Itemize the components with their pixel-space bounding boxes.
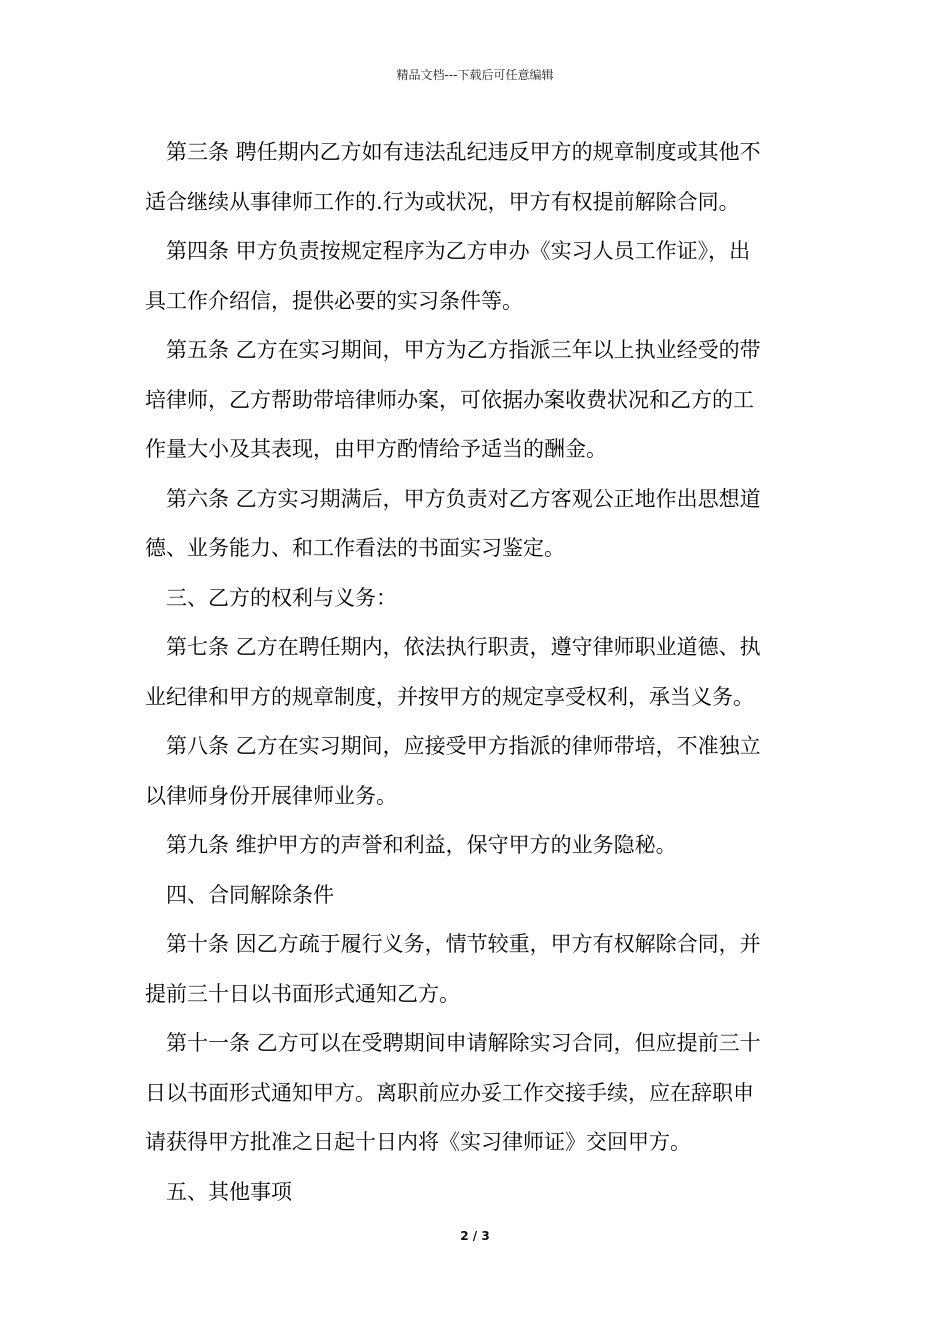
paragraph xyxy=(145,475,809,574)
paragraph-line: 第九条 维护甲方的声誉和利益，保守甲方的业务隐秘。 xyxy=(166,833,677,857)
paragraph-line: 五、其他事项 xyxy=(166,1179,292,1204)
paragraph xyxy=(145,326,809,475)
paragraph-line: 第十条 因乙方疏于履行义务，情节较重，甲方有权解除合同，并 xyxy=(166,932,761,956)
paragraph-line: 业纪律和甲方的规章制度，并按甲方的规定享受权利，承当义务。 xyxy=(145,684,754,709)
paragraph-line: 请获得甲方批准之日起十日内将《实习律师证》交回甲方。 xyxy=(145,1130,691,1154)
paragraph xyxy=(145,821,809,871)
paragraph-line: 提前三十日以书面形式通知乙方。 xyxy=(145,981,460,1006)
paragraph-line: 第四条 甲方负责按规定程序为乙方申办《实习人员工作证》，出 xyxy=(166,239,751,263)
paragraph xyxy=(145,722,809,821)
paragraph-line: 适合继续从事律师工作的.行为或状况，甲方有权提前解除合同。 xyxy=(145,189,740,214)
paragraph-line: 第三条 聘任期内乙方如有违法乱纪违反甲方的规章制度或其他不 xyxy=(166,140,761,164)
paragraph-line: 四、合同解除条件 xyxy=(166,882,334,907)
paragraph xyxy=(145,623,809,722)
paragraph xyxy=(145,1168,809,1218)
paragraph xyxy=(145,920,809,1019)
paragraph-line: 第八条 乙方在实习期间，应接受甲方指派的律师带培，不准独立 xyxy=(166,734,761,758)
paragraph-line: 第七条 乙方在聘任期内，依法执行职责，遵守律师职业道德、执 xyxy=(166,635,761,659)
paragraph-line: 日以书面形式通知甲方。离职前应办妥工作交接手续，应在辞职申 xyxy=(145,1080,754,1105)
paragraph-line: 德、业务能力、和工作看法的书面实习鉴定。 xyxy=(145,536,565,560)
paragraph xyxy=(145,1019,809,1168)
paragraph-line: 第六条 乙方实习期满后，甲方负责对乙方客观公正地作出思想道 xyxy=(166,486,761,511)
page-header: 精品文档---下载后可任意编辑 xyxy=(396,68,554,82)
paragraph xyxy=(145,128,809,227)
paragraph xyxy=(145,227,809,326)
paragraph-line: 三、乙方的权利与义务： xyxy=(166,585,397,610)
page-number: 2 / 3 xyxy=(460,1229,490,1243)
paragraph-line: 以律师身份开展律师业务。 xyxy=(145,783,397,808)
paragraph xyxy=(145,574,809,624)
paragraph-line: 第五条 乙方在实习期间，甲方为乙方指派三年以上执业经受的带 xyxy=(166,338,761,362)
paragraph-line: 培律师，乙方帮助带培律师办案，可依据办案收费状况和乙方的工 xyxy=(145,387,754,412)
paragraph xyxy=(145,871,809,921)
document-body xyxy=(145,128,809,1217)
paragraph-line: 第十一条 乙方可以在受聘期间申请解除实习合同，但应提前三十 xyxy=(166,1031,761,1055)
paragraph-line: 具工作介绍信，提供必要的实习条件等。 xyxy=(145,288,523,313)
paragraph-line: 作量大小及其表现，由甲方酌情给予适当的酬金。 xyxy=(145,437,607,461)
